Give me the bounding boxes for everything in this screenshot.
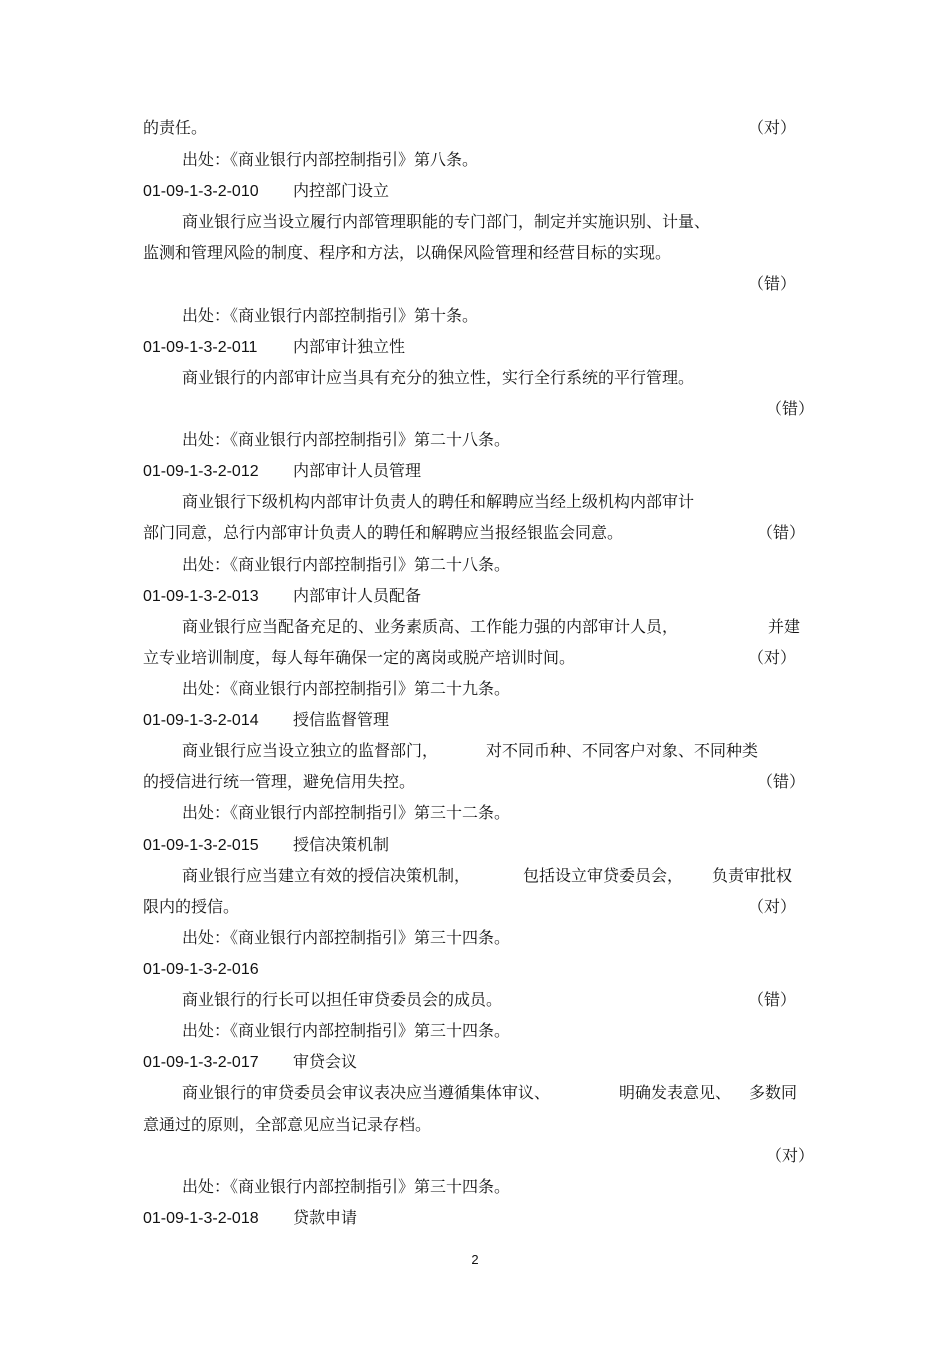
answer-badge: （错） bbox=[748, 274, 797, 293]
question-text: 商业银行的审贷委员会审议表决应当遵循集体审议、 bbox=[182, 1083, 551, 1102]
question-text: 商业银行下级机构内部审计负责人的聘任和解聘应当经上级机构内部审计 bbox=[182, 492, 695, 511]
page-number: 2 bbox=[471, 1252, 479, 1267]
question-code: 01-09-1-3-2-012 bbox=[143, 463, 259, 480]
question-code: 01-09-1-3-2-010 bbox=[143, 183, 259, 200]
source-citation: 出处：《商业银行内部控制指引》第二十八条。 bbox=[182, 430, 511, 449]
source-citation: 出处：《商业银行内部控制指引》第三十四条。 bbox=[182, 1177, 511, 1196]
source-citation: 出处：《商业银行内部控制指引》第二十八条。 bbox=[182, 555, 511, 574]
question-heading bbox=[143, 710, 390, 731]
question-text: 商业银行的内部审计应当具有充分的独立性，实行全行系统的平行管理。 bbox=[182, 368, 695, 387]
question-text-tail: 明确发表意见、 bbox=[619, 1083, 732, 1102]
question-title: 授信监督管理 bbox=[293, 710, 390, 729]
question-text: 商业银行应当配备充足的、业务素质高、工作能力强的内部审计人员， bbox=[182, 617, 679, 636]
question-text: 商业银行应当设立履行内部管理职能的专门部门，制定并实施识别、计量、 bbox=[182, 212, 711, 231]
source-citation: 出处：《商业银行内部控制指引》第三十四条。 bbox=[182, 1021, 511, 1040]
question-code: 01-09-1-3-2-016 bbox=[143, 961, 259, 978]
question-code: 01-09-1-3-2-011 bbox=[143, 339, 258, 356]
question-text-tail: 对不同币种、不同客户对象、不同种类 bbox=[486, 741, 759, 760]
question-heading bbox=[143, 1052, 358, 1073]
question-title: 内控部门设立 bbox=[293, 181, 390, 200]
question-code: 01-09-1-3-2-015 bbox=[143, 837, 259, 854]
question-title: 内部审计独立性 bbox=[293, 337, 406, 356]
question-code: 01-09-1-3-2-014 bbox=[143, 712, 259, 729]
question-heading bbox=[143, 1208, 358, 1229]
question-text-tail: 包括设立审贷委员会， bbox=[523, 866, 684, 885]
question-text: 立专业培训制度，每人每年确保一定的离岗或脱产培训时间。 bbox=[143, 648, 576, 667]
question-text: 限内的授信。 bbox=[143, 897, 240, 916]
question-text: 监测和管理风险的制度、程序和方法，以确保风险管理和经营目标的实现。 bbox=[143, 243, 672, 262]
line-text: 的责任。 bbox=[143, 118, 208, 137]
source-citation: 出处：《商业银行内部控制指引》第三十四条。 bbox=[182, 928, 511, 947]
source-citation: 出处：《商业银行内部控制指引》第十条。 bbox=[182, 306, 479, 325]
question-code: 01-09-1-3-2-013 bbox=[143, 588, 259, 605]
question-text-tail: 负责审批权 bbox=[712, 866, 793, 885]
question-text: 商业银行应当建立有效的授信决策机制， bbox=[182, 866, 471, 885]
question-code: 01-09-1-3-2-018 bbox=[143, 1210, 259, 1227]
answer-badge: （对） bbox=[748, 118, 797, 137]
answer-badge: （对） bbox=[766, 1146, 815, 1165]
answer-badge: （错） bbox=[748, 990, 797, 1009]
question-heading bbox=[143, 181, 390, 202]
question-text-tail: 并建 bbox=[768, 617, 801, 636]
answer-badge: （错） bbox=[766, 399, 815, 418]
question-text: 商业银行的行长可以担任审贷委员会的成员。 bbox=[182, 990, 503, 1009]
question-text-tail: 多数同 bbox=[749, 1083, 798, 1102]
question-heading bbox=[143, 586, 422, 607]
continuation-line bbox=[143, 118, 207, 138]
question-heading bbox=[143, 461, 422, 482]
source-citation: 出处：《商业银行内部控制指引》第二十九条。 bbox=[182, 679, 511, 698]
question-heading bbox=[143, 835, 390, 856]
question-title: 内部审计人员管理 bbox=[293, 461, 422, 480]
question-title: 贷款申请 bbox=[293, 1208, 358, 1227]
question-text: 商业银行应当设立独立的监督部门， bbox=[182, 741, 439, 760]
question-heading bbox=[143, 959, 259, 980]
question-code: 01-09-1-3-2-017 bbox=[143, 1054, 259, 1071]
answer-badge: （对） bbox=[748, 897, 797, 916]
question-title: 审贷会议 bbox=[293, 1052, 358, 1071]
source-citation: 出处：《商业银行内部控制指引》第三十二条。 bbox=[182, 803, 511, 822]
question-heading bbox=[143, 337, 406, 358]
question-text: 意通过的原则，全部意见应当记录存档。 bbox=[143, 1115, 432, 1134]
source-citation: 出处：《商业银行内部控制指引》第八条。 bbox=[182, 150, 479, 169]
answer-badge: （错） bbox=[757, 523, 806, 542]
answer-badge: （错） bbox=[757, 772, 806, 791]
question-text: 的授信进行统一管理，避免信用失控。 bbox=[143, 772, 416, 791]
question-text: 部门同意，总行内部审计负责人的聘任和解聘应当报经银监会同意。 bbox=[143, 523, 624, 542]
question-title: 授信决策机制 bbox=[293, 835, 390, 854]
question-title: 内部审计人员配备 bbox=[293, 586, 422, 605]
answer-badge: （对） bbox=[748, 648, 797, 667]
